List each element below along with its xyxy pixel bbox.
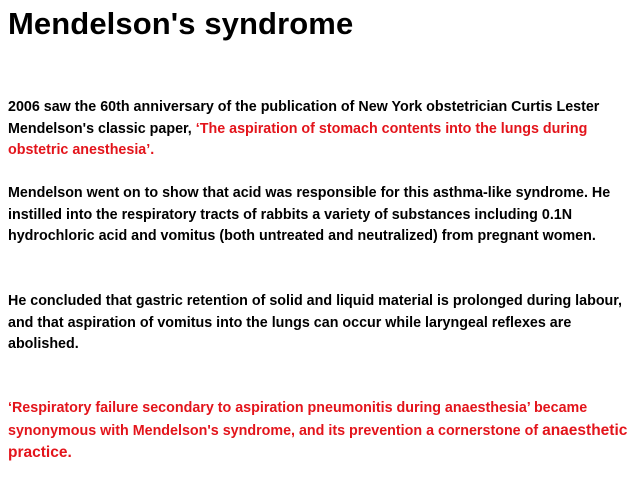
- paragraph-publication-text: 2006 saw the 60th anniversary of the publication of New York obstetrician Curtis Lester Mendelson's classic paper,: [8, 99, 600, 137]
- paragraph-experiment: Mendelson went on to show that acid was responsible for this asthma-like syndrome. He instilled into the respiratory tracts of rabbits a variety of substances including 0.1N hydrochloric acid and vomitus (both untreated and neutralized) from pregnant women.: [8, 185, 611, 244]
- paragraph-publication: [8, 97, 632, 162]
- slide-title: Mendelson's syndrome: [8, 6, 354, 41]
- paper-title-quote: ‘The aspiration of stomach contents into the lungs during obstetric anesthesia’.: [8, 120, 588, 158]
- paragraph-conclusion: He concluded that gastric retention of solid and liquid material is prolonged during labour, and that aspiration of vomitus into the lungs can occur while laryngeal reflexes are abolished.: [8, 293, 623, 352]
- paragraph-definition: [8, 398, 632, 465]
- paragraph-definition-ending: anaesthetic practice.: [8, 421, 628, 461]
- paragraph-definition-text: ‘Respiratory failure secondary to aspiration pneumonitis during anaesthesia’ became synonymous with Mendelson's syndrome, and its prevention a cornerstone of: [8, 400, 588, 439]
